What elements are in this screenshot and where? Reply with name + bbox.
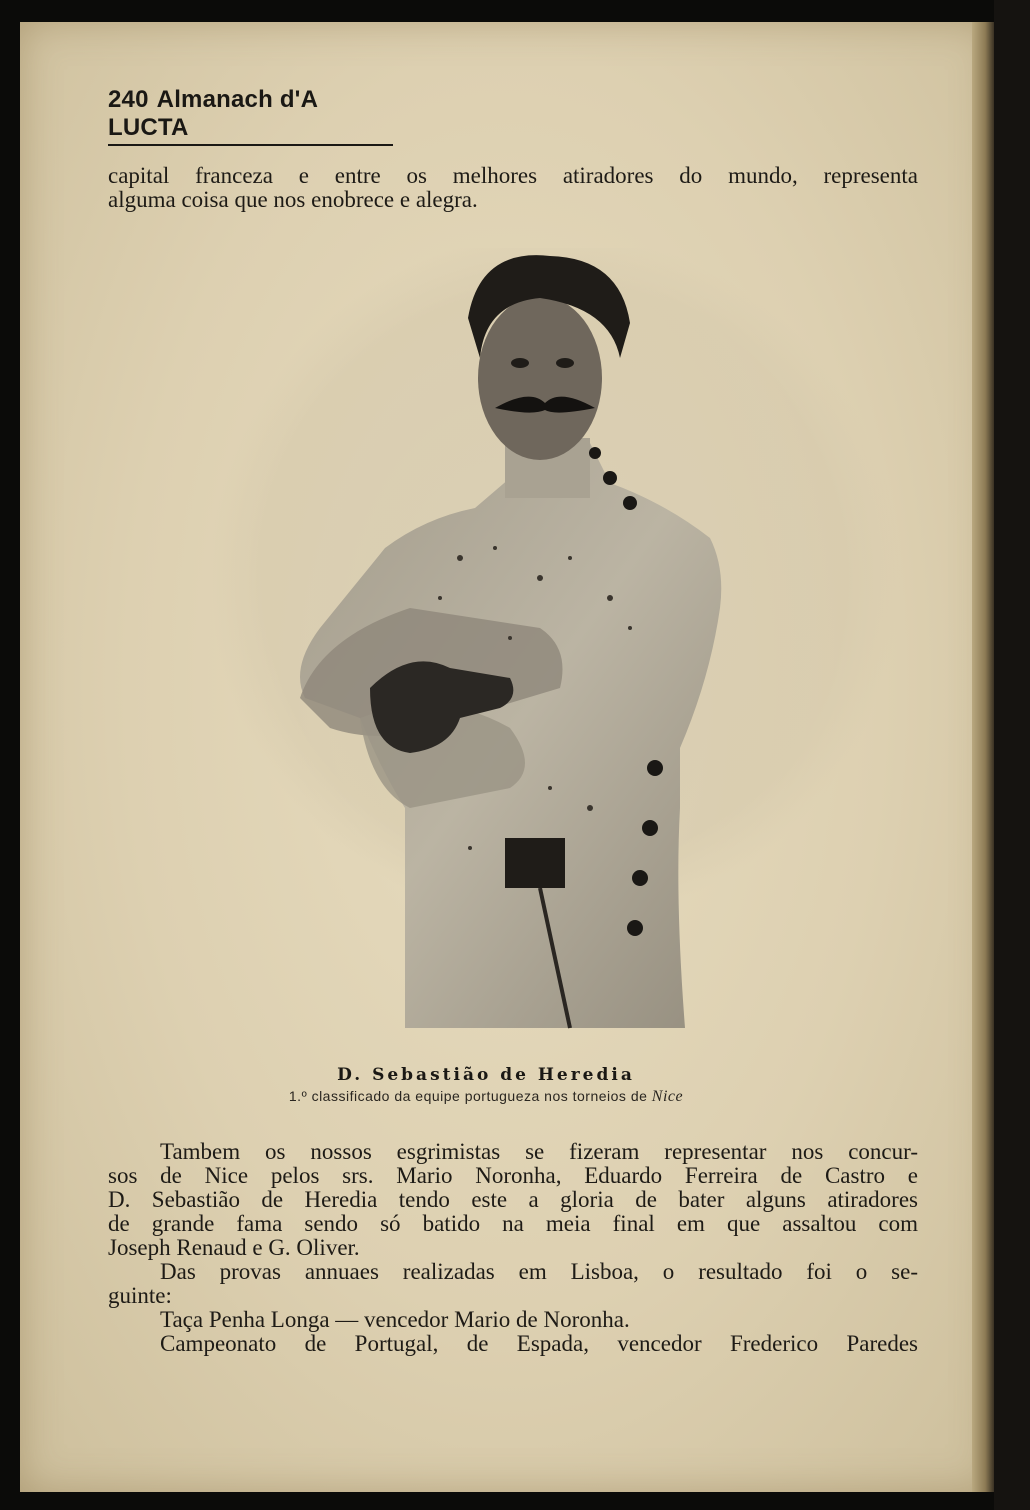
- text-line: capital franceza e entre os melhores atiradores do mundo, representa: [108, 163, 918, 188]
- caption-place: Nice: [651, 1088, 684, 1105]
- text-line: guinte:: [108, 1283, 172, 1308]
- text-line: de grande fama sendo só batido na meia final em que assaltou com: [108, 1211, 918, 1236]
- figure-caption: [0, 1088, 972, 1106]
- text-line: Taça Penha Longa — vencedor Mario de Noronha.: [160, 1307, 630, 1332]
- intro-paragraph: [108, 164, 918, 212]
- page-edge: [994, 0, 1030, 1510]
- figure-title: D. Sebastião de Heredia: [337, 1065, 635, 1085]
- page-number: 240: [108, 86, 149, 113]
- fencer-portrait-photo: [210, 248, 910, 1048]
- text-line: Das provas annuaes realizadas em Lisboa, o resultado foi o se-: [160, 1259, 918, 1284]
- body-paragraph: [108, 1140, 918, 1356]
- caption-text: 1.º classificado da equipe portugueza nos torneios de: [288, 1088, 652, 1104]
- text-line: alguma coisa que nos enobrece e alegra.: [108, 187, 478, 212]
- text-line: D. Sebastião de Heredia tendo este a gloria de bater alguns atiradores: [108, 1187, 918, 1212]
- text-line: Campeonato de Portugal, de Espada, vencedor Frederico Paredes: [160, 1331, 918, 1356]
- running-header: [108, 86, 393, 146]
- page-gutter: [972, 22, 994, 1492]
- text-line: Tambem os nossos esgrimistas se fizeram representar nos concur-: [160, 1139, 918, 1164]
- publication-title: Almanach d'A LUCTA: [108, 86, 318, 141]
- text-line: sos de Nice pelos srs. Mario Noronha, Eduardo Ferreira de Castro e: [108, 1163, 918, 1188]
- text-line: Joseph Renaud e G. Oliver.: [108, 1235, 360, 1260]
